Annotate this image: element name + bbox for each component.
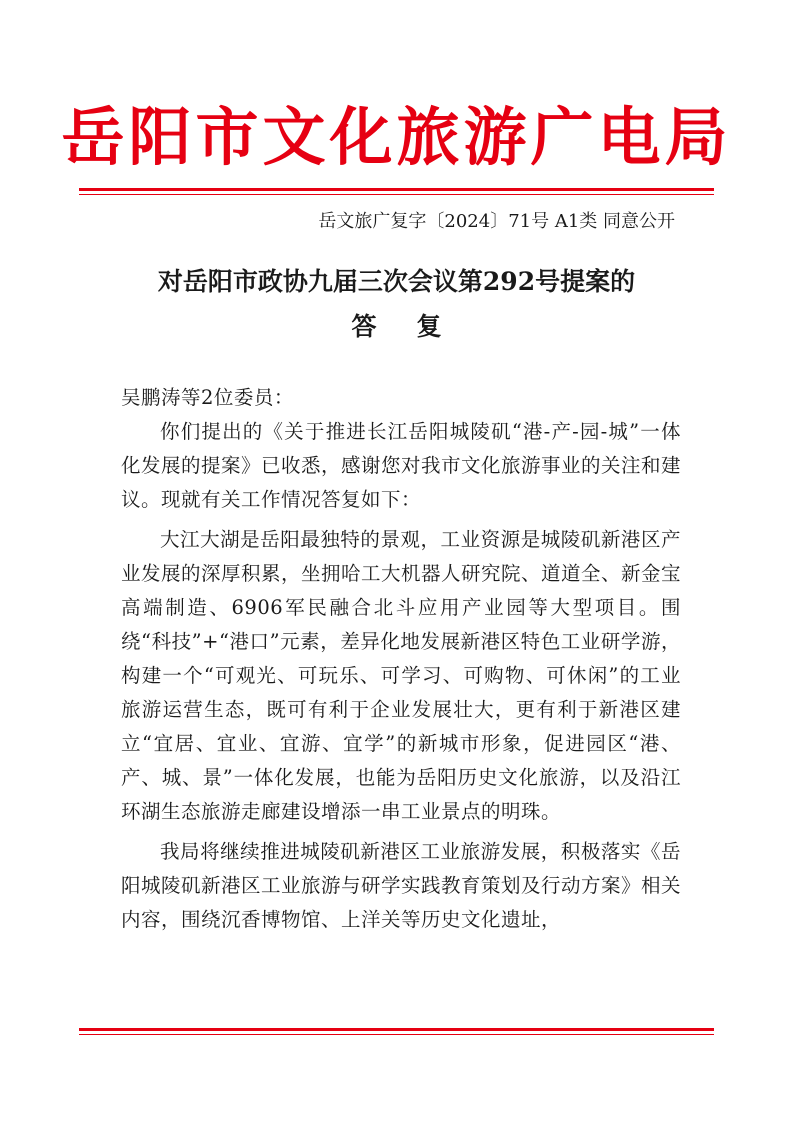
- salutation: 吴鹏涛等2位委员：: [121, 386, 294, 409]
- organization-title: 岳阳市文化旅游广电局: [61, 100, 732, 174]
- document-title-line2: 答复: [351, 312, 482, 341]
- top-rule-thin-line: [79, 194, 714, 195]
- top-rule-thick-line: [79, 188, 714, 191]
- document-title-line1: 对岳阳市政协九届三次会议第292号提案的: [157, 267, 636, 296]
- bottom-rule-thin-line: [79, 1034, 714, 1035]
- bottom-rule-thick-line: [79, 1028, 714, 1031]
- body-paragraph-2: 大江大湖是岳阳最独特的景观，工业资源是城陵矶新港区产业发展的深厚积累，坐拥哈工大机器人研究院、道道全、新金宝高端制造、6906军民融合北斗应用产业园等大型项目。围绕“科技”+“港口”元素，差异化地发展新港区特色工业研学游，构建一个“可观光、可玩乐、可学习、可购物、可休闲”的工业旅游运营生态，既可有利于企业发展壮大，更有利于新港区建立“宜居、宜业、宜游、宜学”的新城市形象，促进园区“港、产、城、景”一体化发展，也能为岳阳历史文化旅游，以及沿江环湖生态旅游走廊建设增添一串工业景点的明珠。: [121, 528, 682, 823]
- bottom-red-rule: [79, 1028, 714, 1035]
- body-paragraph-3: 我局将继续推进城陵矶新港区工业旅游发展，积极落实《岳阳城陵矶新港区工业旅游与研学实践教育策划及行动方案》相关内容，围绕沉香博物馆、上洋关等历史文化遗址，: [121, 840, 682, 931]
- body-paragraph-1: 你们提出的《关于推进长江岳阳城陵矶“港-产-园-城”一体化发展的提案》已收悉，感谢您对我市文化旅游事业的关注和建议。现就有关工作情况答复如下：: [121, 420, 682, 511]
- document-body: [121, 381, 681, 937]
- document-number: 岳文旅广复字〔2024〕71号 A1类 同意公开: [318, 211, 675, 232]
- top-red-rule: [79, 188, 714, 195]
